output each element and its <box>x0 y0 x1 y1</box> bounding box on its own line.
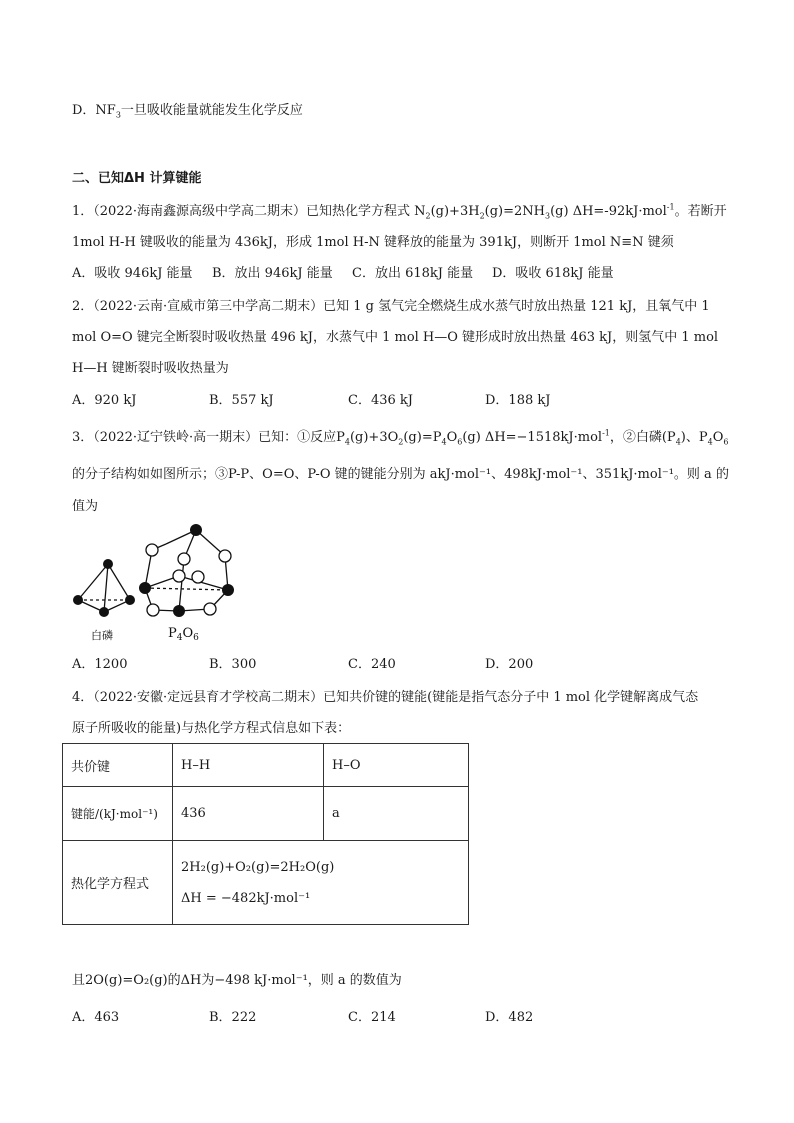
white-phosphorus-label: 白磷 <box>91 629 113 642</box>
q3-option-b[interactable]: B．300 <box>209 657 257 672</box>
bond-energy-table <box>62 743 469 925</box>
table-value-ho: a <box>324 787 469 841</box>
q4-options <box>72 1009 533 1027</box>
q4-option-d[interactable]: D．482 <box>485 1010 534 1025</box>
q3-stem-line1: 3．（2022·辽宁铁岭·高一期末）已知：①反应$P_4(g)+3O_2(g)=P_4O_6(g)$ ΔH=−1518kJ·mol$^{-1}$，②白磷$(P_4)$、$P_4O_6$ <box>72 428 729 447</box>
option-d-nf3: D．$NF_3$一旦吸收能量就能发生化学反应 <box>72 103 303 120</box>
table-header-ho: H–O <box>324 744 469 787</box>
q2-stem-line2: mol O=O 键完全断裂时吸收热量 496 kJ，水蒸气中 1 mol H—O 键形成时放出热量 463 kJ，则氢气中 1 mol <box>72 330 719 345</box>
q4-option-c[interactable]: C．214 <box>348 1010 396 1025</box>
thermo-equation-line2: ΔH = −482kJ·mol⁻¹ <box>181 890 311 906</box>
q1-option-c[interactable]: C．放出 618kJ 能量 <box>352 266 474 281</box>
q1-stem-line1: 1．（2022·海南鑫源高级中学高二期末）已知热化学方程式 $N_2(g)+3H_2(g)=2NH_3(g)$ ΔH=-92kJ·mol$^{-1}$。若断开 <box>72 202 727 221</box>
q4-option-b[interactable]: B．222 <box>209 1010 257 1025</box>
q2-option-a[interactable]: A．920 kJ <box>72 393 137 408</box>
table-header-hh: H–H <box>173 744 324 787</box>
p4o6-molecule <box>145 530 228 611</box>
q1-stem-line2: 1mol H-H 键吸收的能量为 436kJ，形成 1mol H-N 键释放的能量为 391kJ，则断开 1mol N≡N 键须 <box>72 235 674 250</box>
p4o6-label: $P_4O_6$ <box>168 626 199 643</box>
white-phosphorus-atoms <box>73 559 135 617</box>
q4-stem-line2: 原子所吸收的能量)与热化学方程式信息如下表： <box>72 721 351 736</box>
white-phosphorus-molecule <box>78 564 130 612</box>
table-thermo-equation <box>173 841 469 925</box>
q1-options <box>72 265 614 283</box>
q1-option-a[interactable]: A．吸收 946kJ 能量 <box>72 266 193 281</box>
q2-option-b[interactable]: B．557 kJ <box>209 393 274 408</box>
table-label-bond-energy: 键能/(kJ·mol⁻¹) <box>63 787 173 841</box>
p4o6-oxygen-atoms <box>146 544 231 616</box>
thermo-equation-line1: 2H₂(g)+O₂(g)=2H₂O(g) <box>181 859 335 875</box>
section-heading: 二、已知ΔH 计算键能 <box>72 171 202 186</box>
q2-option-d[interactable]: D．188 kJ <box>485 393 551 408</box>
q3-stem-line2: 的分子结构如如图所示；③P-P、O=O、P-O 键的键能分别为 akJ·mol⁻¹、498kJ·mol⁻¹、351kJ·mol⁻¹。则 a 的 <box>72 467 729 482</box>
q3-option-a[interactable]: A．1200 <box>72 657 128 672</box>
q1-option-d[interactable]: D．吸收 618kJ 能量 <box>492 266 614 281</box>
table-label-thermo-eq: 热化学方程式 <box>63 841 173 925</box>
q3-options <box>72 656 533 674</box>
p4o6-phosphorus-atoms <box>139 524 234 617</box>
q3-option-d[interactable]: D．200 <box>485 657 534 672</box>
q4-option-a[interactable]: A．463 <box>72 1010 120 1025</box>
q3-stem-line3: 值为 <box>72 499 99 514</box>
q1-option-b[interactable]: B．放出 946kJ 能量 <box>212 266 333 281</box>
q4-stem-line1: 4．（2022·安徽·定远县育才学校高二期末）已知共价键的键能(键能是指气态分子中 1 mol 化学键解离成气态 <box>72 690 699 705</box>
q2-options <box>72 392 550 410</box>
q3-option-c[interactable]: C．240 <box>348 657 396 672</box>
table-header-bond: 共价键 <box>63 744 173 787</box>
q4-after-table: 且2O(g)=O₂(g)的ΔH为−498 kJ·mol⁻¹，则 a 的数值为 <box>72 973 402 988</box>
q2-stem-line1: 2．（2022·云南·宣威市第三中学高二期末）已知 1 g 氢气完全燃烧生成水蒸气时放出热量 121 kJ，且氧气中 1 <box>72 299 710 314</box>
q2-stem-line3: H—H 键断裂时吸收热量为 <box>72 361 229 376</box>
molecule-structure-diagram <box>62 520 262 645</box>
q2-option-c[interactable]: C．436 kJ <box>348 393 413 408</box>
table-value-hh: 436 <box>173 787 324 841</box>
